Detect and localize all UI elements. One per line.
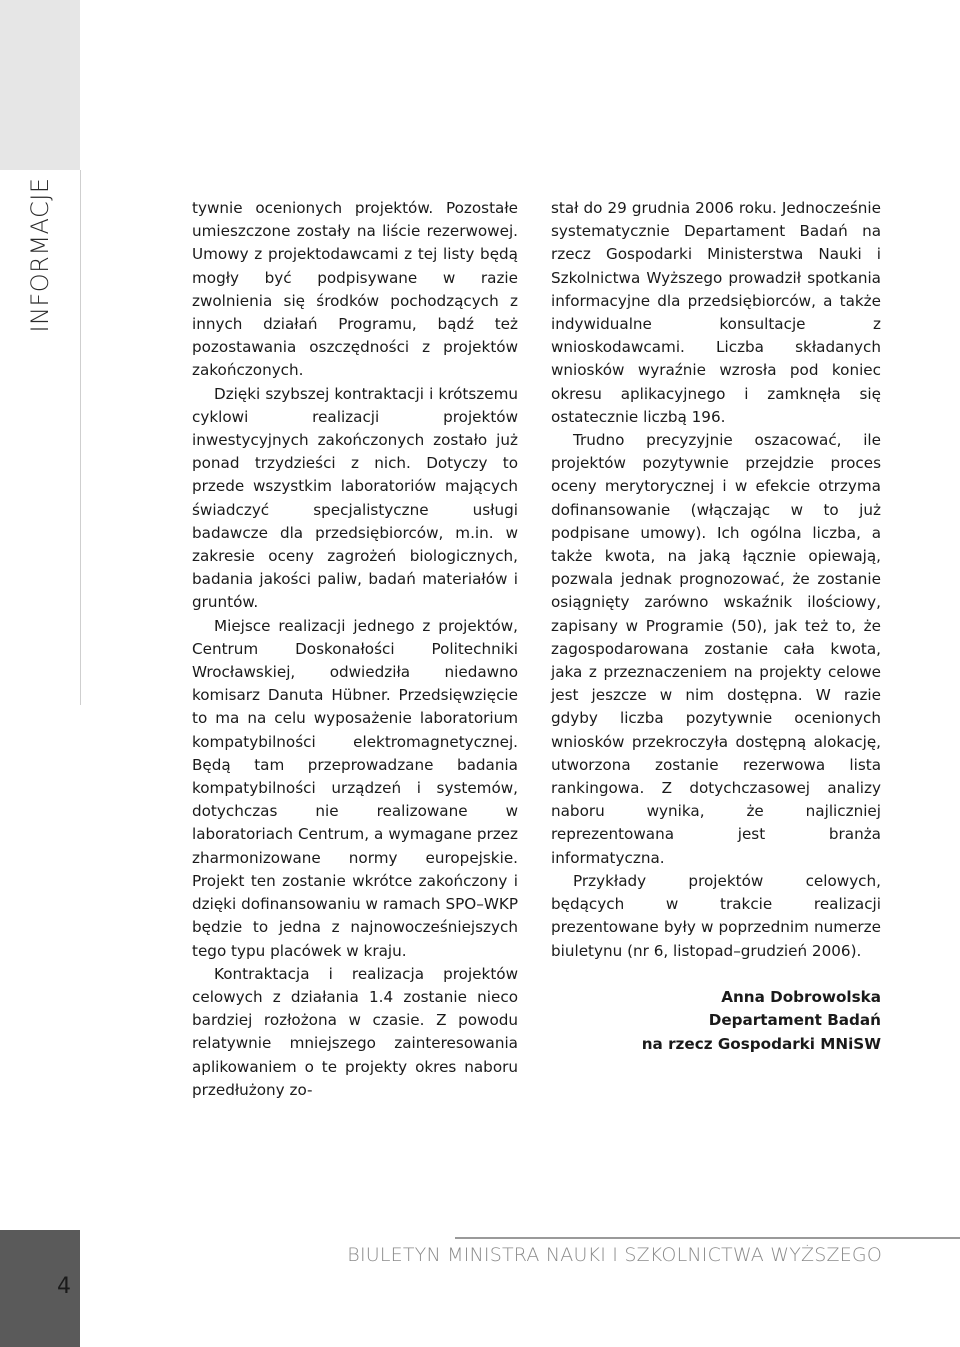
- footer-rule: [455, 1237, 960, 1239]
- paragraph: tywnie ocenionych projektów. Pozostałe umieszczone zostały na liście rezerwowej. Umowy z projektodawcami z tej listy będą mogły być podpisywane w razie zwolnienia się środków pochodzących z innych działań Programu, bądź też pozostawania oszczędności z projektów zakończonych.: [192, 199, 518, 380]
- left-column: [192, 197, 518, 1102]
- right-column: [551, 197, 881, 1056]
- side-divider: [80, 170, 81, 705]
- paragraph: Miejsce realizacji jednego z projektów, Centrum Doskonałości Politechniki Wrocławskiej, odwiedziła niedawno komisarz Danuta Hübner. Przedsięwzięcie to ma na celu wyposażenie laboratorium kompatybilności elektromagnetycznej. Będą tam przeprowadzane badania kompatybilności urządzeń i systemów, dotychczas nie realizowane w laboratoriach Centrum, a wymagane przez zharmonizowane normy europejskie. Projekt ten zostanie wkrótce zakończony i dzięki dofinansowaniu w ramach SPO–WKP będzie to jedna z najnowocześniejszych tego typu placówek w kraju.: [192, 616, 518, 960]
- author-unit: na rzecz Gospodarki MNiSW: [641, 1034, 881, 1053]
- paragraph: Kontraktacja i realizacja projektów celowych z działania 1.4 zostanie nieco bardziej rozłożona w czasie. Z powodu relatywnie mniejszego zainteresowania aplikowaniem o te projekty okres naboru przedłużony zo-: [192, 964, 518, 1099]
- section-label: INFORMACJE: [26, 177, 54, 333]
- author-department: Departament Badań: [708, 1011, 881, 1030]
- author-signature: [551, 986, 881, 1057]
- paragraph: Dzięki szybszej kontraktacji i krótszemu cyklowi realizacji projektów inwestycyjnych zakończonych zostało już ponad trzydzieści z nich. Dotyczy to przede wszystkim laboratoriów mających świadczyć specjalistyczne usługi badawcze dla przedsiębiorców, m.in. w zakresie oceny zagrożeń biologicznych, badania jakości paliw, badań materiałów i gruntów.: [192, 384, 518, 612]
- paragraph: Przykłady projektów celowych, będących w trakcie realizacji prezentowane były w poprzednim numerze biuletynu (nr 6, listopad–grudzień 2006).: [551, 871, 881, 960]
- page-number: 4: [57, 1274, 71, 1299]
- paragraph: Trudno precyzyjnie oszacować, ile projektów pozytywnie przejdzie proces oceny merytorycznej i w efekcie otrzyma dofinansowanie (włączając w to już podpisane umowy). Ich ogólna liczba, a także kwota, na jaką łącznie opiewają, pozwala jednak prognozować, że zostanie osiągnięty zarówno wskaźnik ilościowy, zapisany w Programie (50), jak też to, że zagospodarowana zostanie cała kwota, jaka z przeznaczeniem na projekty celowe jest jeszcze w nim dostępna. W razie gdyby liczba pozytywnie ocenionych wniosków przekroczyła dostępną alokację, utworzona zostanie rezerwowa lista rankingowa. Z dotychczasowej analizy naboru wynika, że najliczniej reprezentowana jest branża informatyczna.: [551, 431, 881, 867]
- side-band: [0, 0, 80, 170]
- publication-title: BIULETYN MINISTRA NAUKI I SZKOLNICTWA WYŻSZEGO: [347, 1244, 882, 1266]
- author-name: Anna Dobrowolska: [721, 987, 881, 1006]
- paragraph: stał do 29 grudnia 2006 roku. Jednocześnie systematycznie Departament Badań na rzecz Gospodarki Ministerstwa Nauki i Szkolnictwa Wyższego prowadził spotkania informacyjne dla przedsiębiorców, a także indywidualne konsultacje z wnioskodawcami. Liczba składanych wniosków wyraźnie wzrosła pod koniec okresu aplikacyjnego i zamknęła się ostatecznie liczbą 196.: [551, 199, 881, 426]
